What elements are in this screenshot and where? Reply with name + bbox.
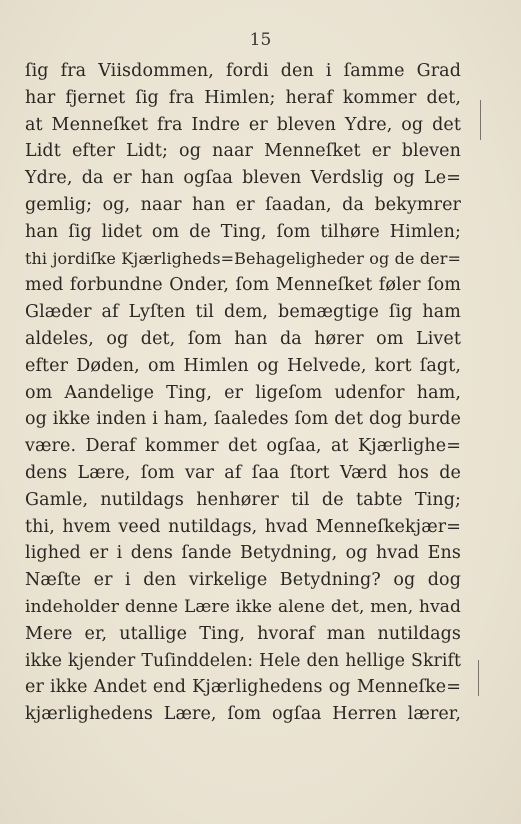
text-line: lighed er i dens ſande Betydning, og hvad Ens [25,543,461,564]
text-line: ikke kjender Tuſinddelen: Hele den hellige Skrift [25,650,461,671]
text-line: efter Døden, om Himlen og Helvede, kort ſagt, [25,355,461,376]
text-line: gemlig; og, naar han er ſaadan, da bekymrer [25,194,461,215]
text-line: Næſte er i den virkelige Betydning? og dog [25,570,461,591]
text-line: thi, hvem veed nutildags, hvad Menneſkekjær= [25,516,461,537]
text-line: at Menneſket fra Indre er bleven Ydre, og det [25,114,461,135]
text-line: og ikke inden i ham, ſaaledes ſom det dog burde [25,409,461,430]
text-line: aldeles, og det, ſom han da hører om Livet [25,328,461,349]
text-line: med forbundne Onder, ſom Menneſket føler ſom [25,275,461,296]
margin-mark [480,100,481,140]
text-line: Gamle, nutildags henhører til de tabte Ting; [25,489,461,510]
text-line: indeholder denne Lære ikke alene det, men, hvad [25,596,461,617]
text-line: ſig fra Viisdommen, fordi den i ſamme Grad [25,61,461,81]
margin-mark [478,660,479,696]
text-line: Mere er, utallige Ting, hvoraf man nutildags [25,623,461,644]
text-line: har fjernet ſig fra Himlen; heraf kommer det, [25,87,461,108]
text-line: være. Deraf kommer det ogſaa, at Kjærlighe= [25,436,461,457]
body-text [25,58,461,728]
page-number: 15 [249,30,272,50]
text-line: Ydre, da er han ogſaa bleven Verdslig og Le= [25,168,461,189]
text-line: er ikke Andet end Kjærlighedens og Menneſke= [25,677,461,698]
text-line: dens Lære, ſom var af ſaa ſtort Værd hos de [25,462,461,483]
text-line: Lidt efter Lidt; og naar Menneſket er bleven [25,141,461,162]
text-line: om Aandelige Ting, er ligeſom udenfor ham, [25,382,461,403]
text-line: Glæder af Lyſten til dem, bemægtige ſig ham [25,302,461,323]
text-line: han ſig lidet om de Ting, ſom tilhøre Himlen; [25,221,461,242]
text-line: thi jordiſke Kjærligheds=Behageligheder og de der= [25,248,461,268]
text-line: kjærlighedens Lære, ſom ogſaa Herren lærer, [25,704,461,725]
